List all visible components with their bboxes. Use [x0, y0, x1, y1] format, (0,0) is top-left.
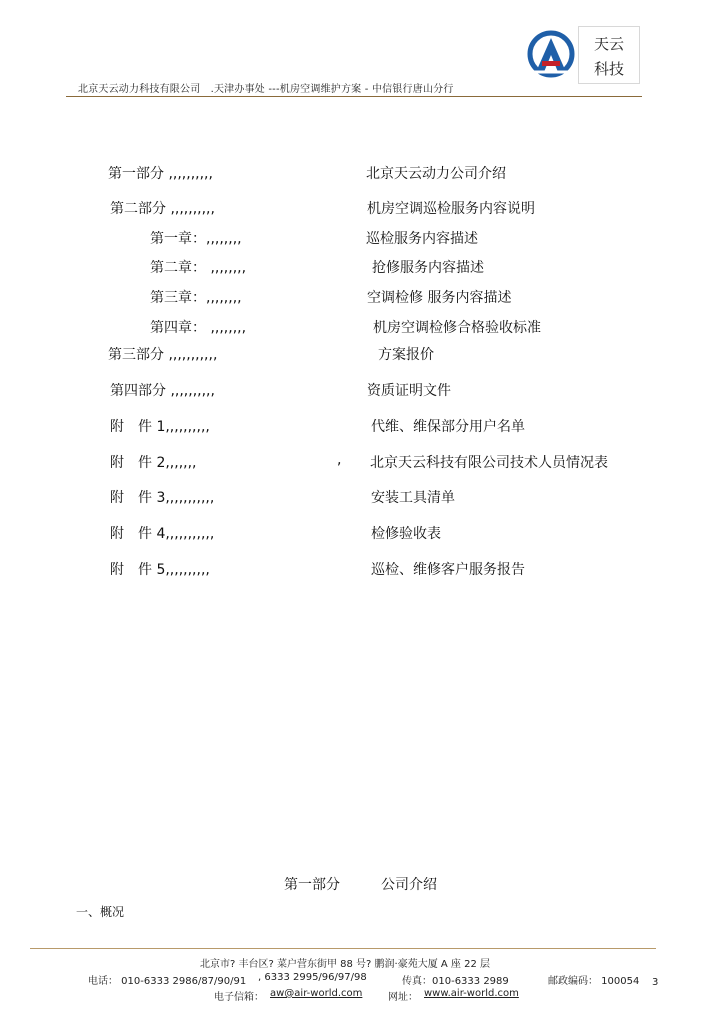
footer-phone: 电话： 010-6333 2986/87/90/91	[88, 976, 247, 987]
footer-fax: 传真：010-6333 2989	[402, 976, 509, 987]
toc-item-right: 检修验收表	[371, 526, 441, 542]
toc-item-right: 安装工具清单	[371, 490, 455, 506]
toc-item-right: 巡检、维修客户服务报告	[371, 562, 525, 578]
footer-web-label: 网址：	[388, 992, 418, 1003]
toc-item-right: 机房空调巡检服务内容说明	[367, 201, 535, 217]
toc-item-right: 代维、维保部分用户名单	[371, 419, 525, 435]
toc-item-right: 抢修服务内容描述	[372, 260, 484, 276]
toc-item-left: 第三部分 ,,,,,,,,,,,	[108, 347, 218, 363]
toc-item-left: 附 件 1,,,,,,,,,,	[110, 419, 210, 435]
header-title: 北京天云动力科技有限公司 .天津办事处 ---机房空调维护方案 - 中信银行唐山分行	[78, 84, 454, 95]
company-logo	[526, 26, 638, 84]
toc-item-right: 巡检服务内容描述	[366, 231, 478, 247]
toc-item-right: 方案报价	[378, 347, 434, 363]
footer-web-link[interactable]: www.air-world.com	[424, 988, 519, 999]
toc-item-left: 第一章：,,,,,,,,	[150, 231, 242, 247]
toc-item-right: 北京天云科技有限公司技术人员情况表	[370, 455, 608, 471]
footer-phone-extra: , 6333 2995/96/97/98	[258, 972, 367, 983]
page-number: 3	[652, 977, 659, 988]
toc-item-left: 附 件 2,,,,,,,	[110, 455, 197, 471]
footer-divider	[30, 948, 656, 949]
toc-item-left: 第二章： ,,,,,,,,	[150, 260, 247, 276]
section-title-name: 公司介绍	[381, 877, 437, 893]
toc-item-separator: ,	[337, 452, 342, 468]
toc-item-right: 空调检修 服务内容描述	[367, 290, 512, 306]
header-divider	[66, 96, 642, 97]
toc-item-right: 北京天云动力公司介绍	[366, 166, 506, 182]
toc-item-right: 资质证明文件	[367, 383, 451, 399]
tianyun-logo-icon	[526, 28, 576, 84]
footer-postcode: 邮政编码： 100054	[548, 976, 640, 987]
section-title-part: 第一部分	[284, 877, 340, 893]
toc-item-left: 第一部分 ,,,,,,,,,,	[108, 166, 213, 182]
toc-item-left: 第四部分 ,,,,,,,,,,	[110, 383, 215, 399]
toc-item-right: 机房空调检修合格验收标准	[373, 320, 541, 336]
logo-text-line1: 天云	[593, 35, 624, 53]
logo-text-box	[578, 26, 640, 84]
toc-item-left: 附 件 5,,,,,,,,,,	[110, 562, 210, 578]
toc-item-left: 第二部分 ,,,,,,,,,,	[110, 201, 215, 217]
toc-item-left: 附 件 3,,,,,,,,,,,	[110, 490, 215, 506]
section-subheading: 一、概况	[76, 905, 125, 919]
footer-email-label: 电子信箱：	[214, 992, 264, 1003]
footer-email-link[interactable]: aw@air-world.com	[270, 988, 363, 999]
footer-address: 北京市? 丰台区? 菜户营东街甲 88 号? 鹏润·豪苑大厦 A 座 22 层	[200, 959, 490, 970]
toc-item-left: 第四章： ,,,,,,,,	[150, 320, 247, 336]
toc-item-left: 第三章：,,,,,,,,	[150, 290, 242, 306]
logo-text-line2: 科技	[593, 60, 624, 78]
toc-item-left: 附 件 4,,,,,,,,,,,	[110, 526, 215, 542]
